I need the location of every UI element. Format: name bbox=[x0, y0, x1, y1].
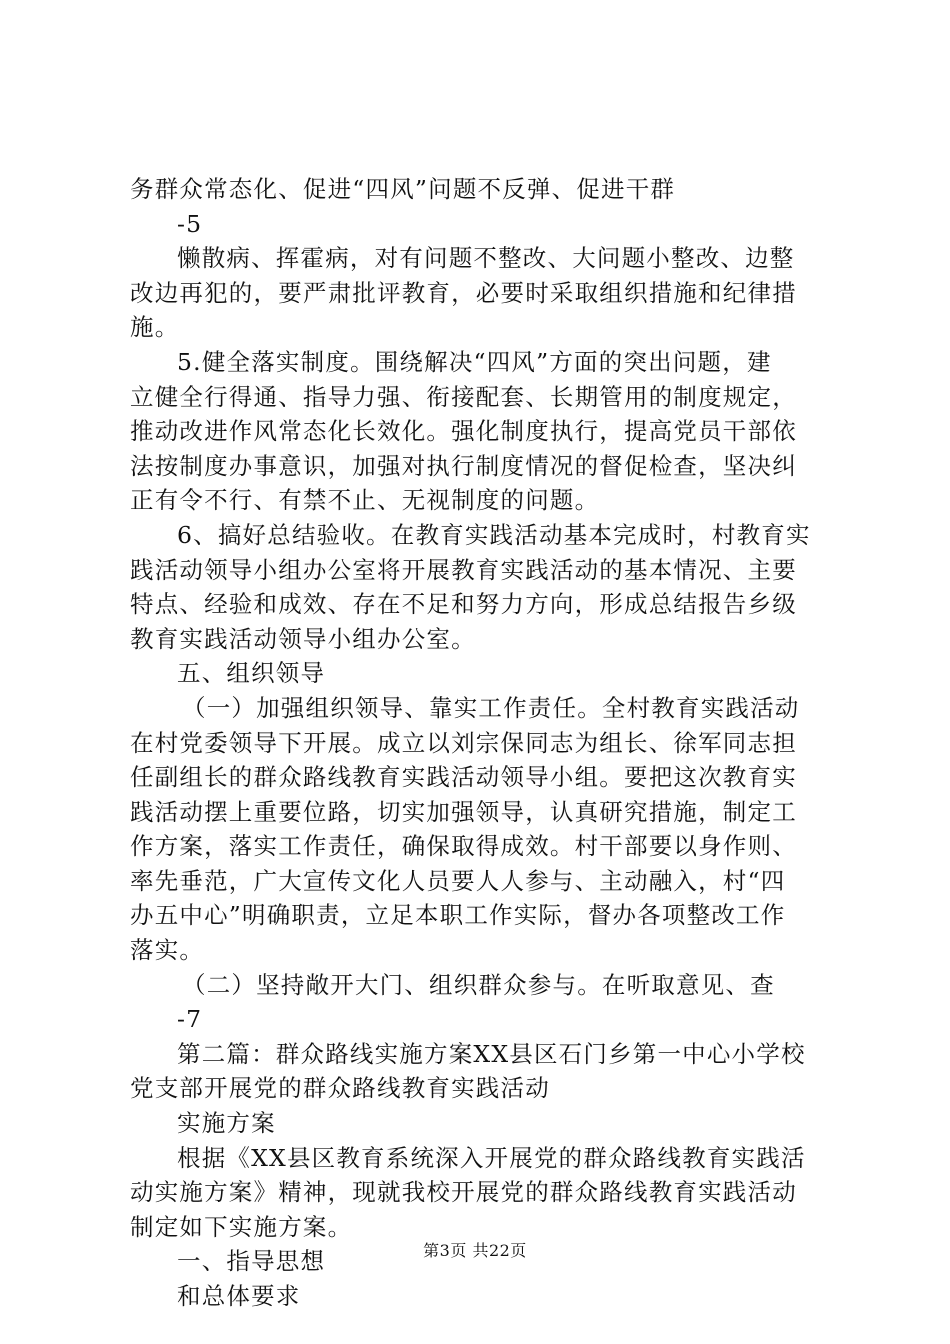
text-line: 作方案，落实工作责任，确保取得成效。村干部要以身作则、 bbox=[130, 832, 797, 861]
text-line: 施。 bbox=[130, 313, 180, 342]
text-line: 动实施方案》精神，现就我校开展党的群众路线教育实践活动 bbox=[130, 1178, 797, 1207]
page-marker: -5 bbox=[177, 209, 203, 238]
text-line: 践活动摆上重要位路，切实加强领导，认真研究措施，制定工 bbox=[130, 797, 797, 826]
text-line: 制定如下实施方案。 bbox=[130, 1212, 353, 1241]
text-line: （二）坚持敞开大门、组织群众参与。在听取意见、查 bbox=[182, 970, 775, 999]
text-line: 6、搞好总结验收。在教育实践活动基本完成时，村教育实 bbox=[177, 520, 811, 549]
text-line: 第二篇：群众路线实施方案XX县区石门乡第一中心小学校 bbox=[177, 1039, 806, 1068]
text-line: 落实。 bbox=[130, 936, 205, 965]
text-line: 推动改进作风常态化长效化。强化制度执行，提高党员干部依 bbox=[130, 417, 797, 446]
text-line: 五、组织领导 bbox=[177, 659, 326, 688]
text-line: 党支部开展党的群众路线教育实践活动 bbox=[130, 1074, 550, 1103]
document-body bbox=[130, 172, 830, 1314]
text-line: 立健全行得通、指导力强、衔接配套、长期管用的制度规定， bbox=[130, 382, 797, 411]
text-line: 践活动领导小组办公室将开展教育实践活动的基本情况、主要 bbox=[130, 555, 797, 584]
text-line: 任副组长的群众路线教育实践活动领导小组。要把这次教育实 bbox=[130, 763, 797, 792]
text-line: （一）加强组织领导、靠实工作责任。全村教育实践活动 bbox=[182, 693, 800, 722]
text-line: 根据《XX县区教育系统深入开展党的群众路线教育实践活 bbox=[177, 1143, 806, 1172]
text-line: 实施方案 bbox=[177, 1109, 276, 1138]
text-line: 法按制度办事意识，加强对执行制度情况的督促检查，坚决纠 bbox=[130, 451, 797, 480]
text-line: 教育实践活动领导小组办公室。 bbox=[130, 624, 476, 653]
text-line: 在村党委领导下开展。成立以刘宗保同志为组长、徐军同志担 bbox=[130, 728, 797, 757]
text-line: 一、指导思想 bbox=[177, 1247, 326, 1276]
text-line: 5.健全落实制度。围绕解决“四风”方面的突出问题，建 bbox=[177, 347, 772, 376]
text-line: 率先垂范，广大宣传文化人员要人人参与、主动融入，村“四 bbox=[130, 866, 786, 895]
page-marker: -7 bbox=[177, 1005, 203, 1034]
text-line: 改边再犯的，要严肃批评教育，必要时采取组织措施和纪律措 bbox=[130, 278, 797, 307]
text-line: 特点、经验和成效、存在不足和努力方向，形成总结报告乡级 bbox=[130, 590, 797, 619]
text-line: 懒散病、挥霍病，对有问题不整改、大问题小整改、边整 bbox=[177, 244, 795, 273]
text-line: 办五中心”明确职责，立足本职工作实际，督办各项整改工作 bbox=[130, 901, 786, 930]
page-footer: 第3页 共22页 bbox=[423, 1241, 527, 1260]
text-line: 务群众常态化、促进“四风”问题不反弹、促进干群 bbox=[130, 175, 676, 203]
text-line: 正有令不行、有禁不止、无视制度的问题。 bbox=[130, 486, 600, 515]
text-line: 和总体要求 bbox=[177, 1282, 301, 1310]
